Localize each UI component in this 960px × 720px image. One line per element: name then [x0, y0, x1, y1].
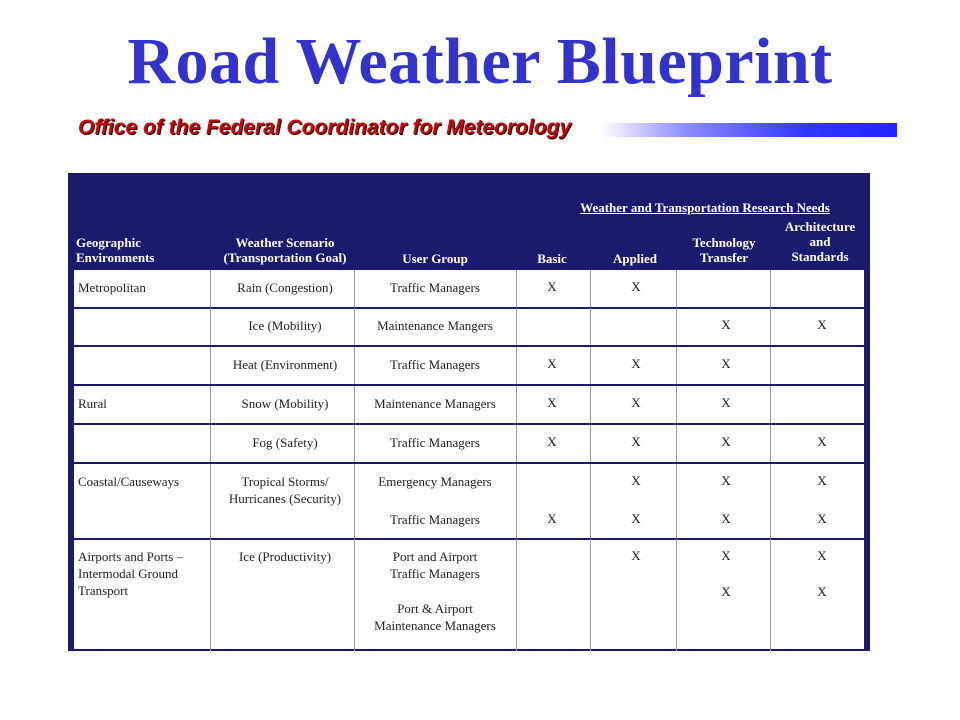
cell-scenario: Heat (Environment)	[232, 357, 338, 372]
column-divider	[676, 347, 677, 384]
mark-arch: X	[817, 548, 827, 563]
mark-arch: X	[817, 473, 827, 488]
row-separator	[74, 423, 864, 425]
cell-user: Maintenance Managers	[374, 396, 496, 411]
cell-geo: Metropolitan	[78, 280, 146, 295]
cell-user: Port & Airport Maintenance Managers	[374, 601, 496, 633]
mark-applied: X	[631, 511, 641, 526]
mark-applied: X	[631, 279, 641, 294]
cell-user: Maintenance Mangers	[377, 318, 493, 333]
column-divider	[676, 308, 677, 345]
table-left-border	[70, 270, 74, 651]
column-divider	[516, 539, 517, 651]
column-divider	[590, 539, 591, 651]
decorative-gradient-bar	[600, 123, 897, 137]
mark-applied: X	[631, 356, 641, 371]
column-divider	[770, 425, 771, 462]
column-divider	[516, 464, 517, 538]
row-separator	[74, 538, 864, 540]
mark-basic: X	[547, 356, 557, 371]
mark-arch: X	[817, 434, 827, 449]
mark-tech: X	[721, 356, 731, 371]
mark-tech: X	[721, 584, 731, 599]
mark-arch: X	[817, 317, 827, 332]
column-divider	[516, 347, 517, 384]
cell-geo: Coastal/Causeways	[78, 474, 180, 489]
mark-applied: X	[631, 395, 641, 410]
col-header-user: User Group	[402, 251, 468, 266]
row-separator	[74, 345, 864, 347]
col-header-tech: Technology Transfer	[692, 235, 756, 265]
slide-subtitle: Office of the Federal Coordinator for Meteorology	[78, 116, 572, 139]
column-divider	[676, 464, 677, 538]
column-divider	[516, 308, 517, 345]
mark-arch: X	[817, 584, 827, 599]
table-header	[70, 175, 868, 270]
column-divider	[770, 386, 771, 423]
col-header-basic: Basic	[537, 251, 567, 266]
column-divider	[590, 347, 591, 384]
column-divider	[770, 270, 771, 307]
cell-user: Emergency Managers	[378, 474, 492, 489]
column-divider	[590, 270, 591, 307]
mark-tech: X	[721, 434, 731, 449]
table-right-border	[864, 270, 868, 651]
cell-scenario: Snow (Mobility)	[241, 396, 329, 411]
column-divider	[770, 308, 771, 345]
cell-scenario: Ice (Productivity)	[238, 549, 332, 564]
row-separator	[74, 462, 864, 464]
cell-scenario: Tropical Storms/ Hurricanes (Security)	[228, 474, 342, 506]
mark-basic: X	[547, 511, 557, 526]
column-divider	[516, 425, 517, 462]
group-header: Weather and Transportation Research Needs	[580, 200, 830, 215]
cell-scenario: Rain (Congestion)	[237, 280, 333, 295]
column-divider	[770, 347, 771, 384]
column-divider	[770, 464, 771, 538]
cell-user: Traffic Managers	[390, 357, 480, 372]
column-divider	[516, 270, 517, 307]
column-divider	[676, 270, 677, 307]
mark-basic: X	[547, 279, 557, 294]
mark-applied: X	[631, 548, 641, 563]
mark-basic: X	[547, 395, 557, 410]
mark-tech: X	[721, 511, 731, 526]
col-header-applied: Applied	[612, 251, 658, 266]
mark-applied: X	[631, 473, 641, 488]
cell-user: Traffic Managers	[390, 435, 480, 450]
column-divider	[516, 386, 517, 423]
column-divider	[676, 539, 677, 651]
col-header-scenario: Weather Scenario (Transportation Goal)	[223, 235, 347, 265]
mark-tech: X	[721, 473, 731, 488]
mark-tech: X	[721, 548, 731, 563]
column-divider	[770, 539, 771, 651]
mark-basic: X	[547, 434, 557, 449]
column-divider	[676, 386, 677, 423]
cell-user: Traffic Managers	[390, 280, 480, 295]
row-separator	[74, 307, 864, 309]
cell-user: Traffic Managers	[390, 512, 480, 527]
mark-tech: X	[721, 317, 731, 332]
column-divider	[590, 464, 591, 538]
slide-title: Road Weather Blueprint	[127, 25, 833, 98]
column-divider	[590, 308, 591, 345]
row-separator	[74, 384, 864, 386]
cell-scenario: Fog (Safety)	[252, 435, 318, 450]
cell-scenario: Ice (Mobility)	[248, 318, 322, 333]
mark-arch: X	[817, 511, 827, 526]
col-header-arch: Architecture and Standards	[784, 219, 856, 264]
mark-tech: X	[721, 395, 731, 410]
column-divider	[590, 386, 591, 423]
research-needs-table	[68, 173, 870, 651]
cell-user: Port and Airport Traffic Managers	[390, 549, 480, 581]
cell-geo: Rural	[78, 396, 107, 411]
cell-geo: Airports and Ports – Intermodal Ground Transport	[78, 549, 184, 598]
mark-applied: X	[631, 434, 641, 449]
column-divider	[676, 425, 677, 462]
column-divider	[590, 425, 591, 462]
col-header-geo: Geographic Environments	[76, 235, 155, 265]
